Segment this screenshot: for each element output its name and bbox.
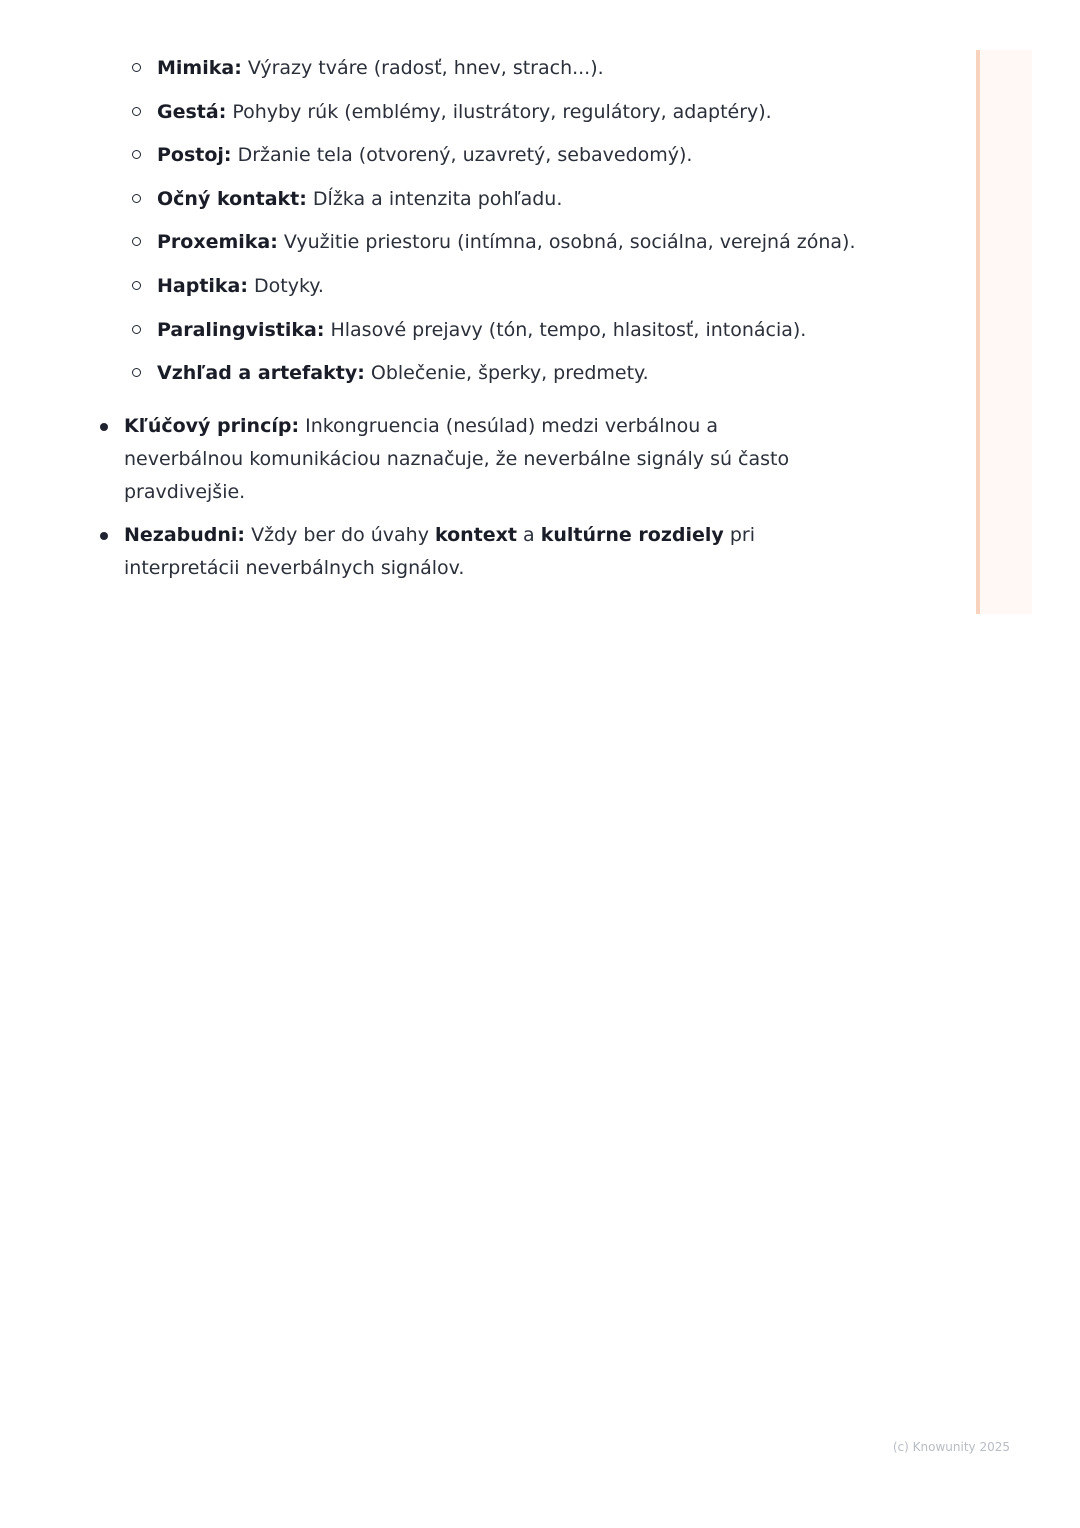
term-label: Postoj: <box>157 144 232 167</box>
term-label: Haptika: <box>157 274 248 297</box>
hollow-bullet-icon <box>132 325 141 334</box>
list-item-gesta <box>0 92 856 136</box>
term-description: Pohyby rúk (emblémy, ilustrátory, regulátory, adaptéry). <box>226 100 772 123</box>
key-points-list <box>0 410 824 595</box>
hollow-bullet-icon <box>132 281 141 290</box>
term-description: Držanie tela (otvorený, uzavretý, sebavedomý). <box>231 144 693 167</box>
term-label: Očný kontakt: <box>157 187 307 210</box>
hollow-bullet-icon <box>132 368 141 377</box>
list-item-ocny-kontakt <box>0 179 856 223</box>
term-label: Vzhľad a artefakty: <box>157 362 365 385</box>
nonverbal-channels-list <box>0 48 856 397</box>
term-description: Dotyky. <box>247 274 324 297</box>
emphasis-kontext: kontext <box>434 524 517 546</box>
list-item-postoj <box>0 135 856 179</box>
term-label: Paralingvistika: <box>157 318 325 341</box>
term-description: a <box>517 524 541 546</box>
list-item-klucovy-princip <box>0 410 824 509</box>
term-label: Kľúčový princíp: <box>124 415 300 437</box>
term-label: Nezabudni: <box>124 524 246 546</box>
list-item-haptika <box>0 266 856 310</box>
list-item-mimika <box>0 48 856 92</box>
term-label: Proxemika: <box>157 231 278 254</box>
filled-bullet-icon <box>100 423 108 431</box>
hollow-bullet-icon <box>132 237 141 246</box>
term-description: Dĺžka a intenzita pohľadu. <box>306 187 563 210</box>
list-item-proxemika <box>0 222 856 266</box>
term-description: pri interpretácii neverbálnych signálov. <box>124 524 755 579</box>
hollow-bullet-icon <box>132 107 141 116</box>
hollow-bullet-icon <box>132 63 141 72</box>
list-item-nezabudni <box>0 519 824 585</box>
term-description: Vždy ber do úvahy <box>245 524 435 546</box>
term-description: Hlasové prejavy (tón, tempo, hlasitosť, intonácia). <box>324 318 807 341</box>
hollow-bullet-icon <box>132 150 141 159</box>
term-description: Inkongruencia (nesúlad) medzi verbálnou a neverbálnou komunikáciou naznačuje, že neverbálne signály sú často pravdivejšie. <box>124 415 790 503</box>
filled-bullet-icon <box>100 532 108 540</box>
term-label: Mimika: <box>157 57 242 79</box>
term-description: Využitie priestoru (intímna, osobná, sociálna, verejná zóna). <box>277 231 856 254</box>
list-item-vzhlad <box>0 353 856 397</box>
emphasis-kulturne-rozdiely: kultúrne rozdiely <box>540 524 724 546</box>
term-description: Oblečenie, šperky, predmety. <box>364 362 649 385</box>
copyright-footer: (c) Knowunity 2025 <box>892 1440 1010 1454</box>
term-description: Výrazy tváre (radosť, hnev, strach...). <box>241 57 604 79</box>
list-item-paralingvistika <box>0 310 856 354</box>
hollow-bullet-icon <box>132 194 141 203</box>
side-panel-decoration <box>976 50 1032 614</box>
term-label: Gestá: <box>157 100 227 123</box>
